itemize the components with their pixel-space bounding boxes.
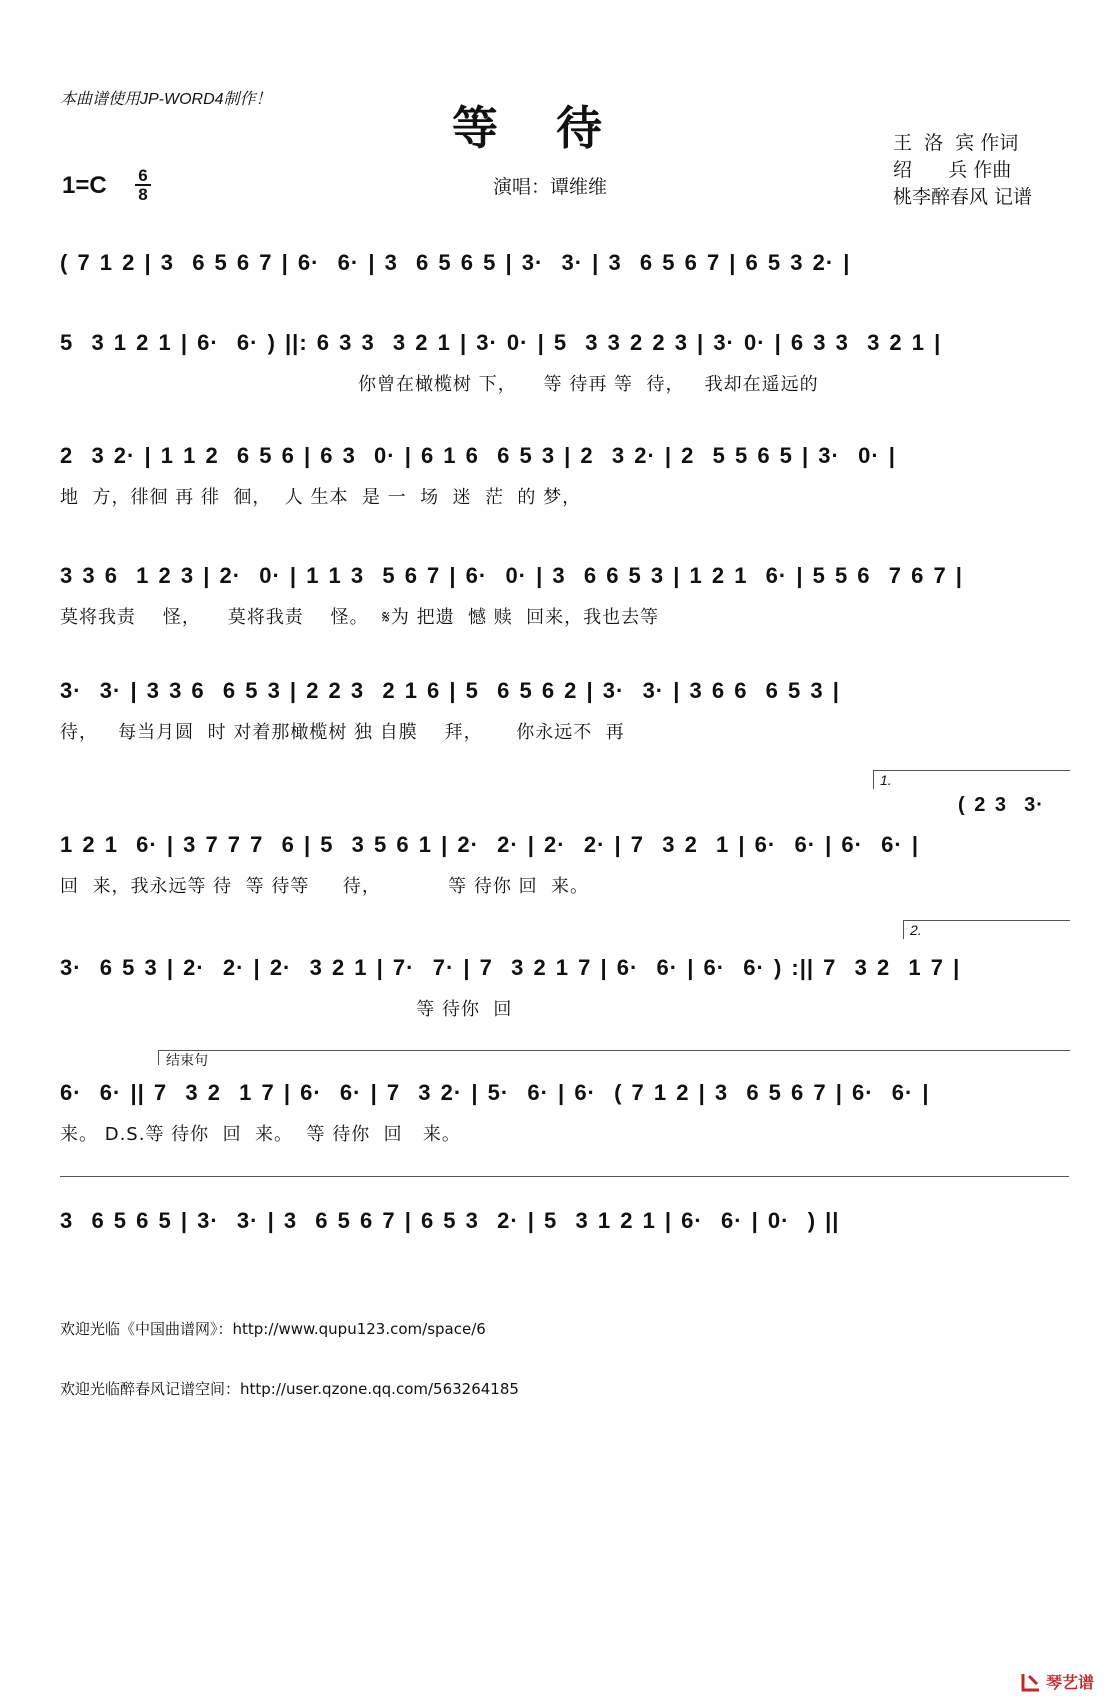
lyricist-credit: 王 洛 宾 作词 — [893, 132, 1019, 154]
score-row-3-lyrics: 地 方，徘徊 再 徘 徊， 人 生本 是 一 场 迷 茫 的 梦， — [60, 487, 582, 508]
volta-2-label: 2. — [910, 922, 922, 938]
final-row-line — [60, 1176, 1069, 1178]
song-title: 等待 — [452, 101, 660, 155]
ending-label: 结束句 — [166, 1052, 208, 1068]
score-row-5-notes: 3· 3· | 3 3 6 6 5 3 | 2 2 3 2 1 6 | 5 6 5 6 2 | 3· 3· | 3 6 6 6 5 3 | — [60, 678, 840, 703]
composer-credit: 绍 兵 作曲 — [893, 159, 1012, 181]
key-signature: 1=C — [62, 172, 107, 199]
score-row-8-notes: 6· 6· || 7 3 2 1 7 | 6· 6· | 7 3 2· | 5· 6· | 6· ( 7 1 2 | 3 6 5 6 7 | 6· 6· | — [60, 1080, 930, 1105]
time-signature — [133, 168, 153, 202]
footer-link-2[interactable]: 欢迎光临醉春风记谱空间：http://user.qzone.qq.com/563264185 — [60, 1380, 519, 1398]
time-signature-top: 6 — [138, 166, 148, 185]
volta-1-label: 1. — [880, 772, 892, 788]
score-row-7-notes: 3· 6 5 3 | 2· 2· | 2· 3 2 1 | 7· 7· | 7 3 2 1 7 | 6· 6· | 6· 6· ) :|| 7 3 2 1 7 | — [60, 955, 961, 980]
transcriber-credit: 桃李醉春风 记谱 — [893, 186, 1033, 208]
score-row-4-notes: 3 3 6 1 2 3 | 2· 0· | 1 1 3 5 6 7 | 6· 0· | 3 6 6 5 3 | 1 2 1 6· | 5 5 6 7 6 7 | — [60, 563, 963, 588]
score-row-2-notes: 5 3 1 2 1 | 6· 6· ) ||: 6 3 3 3 2 1 | 3· 0· | 5 3 3 2 2 3 | 3· 0· | 6 3 3 3 2 1 | — [60, 330, 942, 355]
credits — [893, 130, 1032, 211]
score-row-4-lyrics: 莫将我责 怪， 莫将我责 怪。 𝄋为 把遗 憾 赎 回来，我也去等 — [60, 607, 660, 628]
score-row-9-notes: 3 6 5 6 5 | 3· 3· | 3 6 5 6 7 | 6 5 3 2· | 5 3 1 2 1 | 6· 6· | 0· ) || — [60, 1208, 840, 1233]
qinyipu-logo-icon — [1020, 1671, 1042, 1693]
ending-bracket — [158, 1050, 1070, 1065]
score-row-2-lyrics: 你曾在橄榄树 下， 等 待再 等 待， 我却在遥远的 — [358, 374, 819, 395]
score-row-6-lyrics: 回 来，我永远等 待 等 待等 待， 等 待你 回 来。 — [60, 876, 590, 897]
score-row-8-lyrics: 来。 D.S.等 待你 回 来。 等 待你 回 来。 — [60, 1124, 461, 1145]
volta-1-extra-notes: ( 2 3 3· — [958, 794, 1044, 816]
score-row-1-notes: ( 7 1 2 | 3 6 5 6 7 | 6· 6· | 3 6 5 6 5 | 3· 3· | 3 6 5 6 7 | 6 5 3 2· | — [60, 250, 851, 275]
watermark-text: 琴艺谱 — [1046, 1673, 1095, 1692]
software-note: 本曲谱使用JP-WORD4制作！ — [60, 91, 272, 108]
score-row-5-lyrics: 待， 每当月圆 时 对着那橄榄树 独 自膜 拜， 你永远不 再 — [60, 722, 625, 743]
score-row-6-notes: 1 2 1 6· | 3 7 7 7 6 | 5 3 5 6 1 | 2· 2· | 2· 2· | 7 3 2 1 | 6· 6· | 6· 6· | — [60, 832, 920, 857]
singer: 演唱：谭维维 — [493, 176, 608, 198]
volta-2-bracket — [903, 920, 1070, 939]
watermark-logo — [1020, 1670, 1094, 1693]
score-row-7-lyrics: 等 待你 回 — [60, 999, 513, 1020]
score-row-3-notes: 2 3 2· | 1 1 2 6 5 6 | 6 3 0· | 6 1 6 6 5 3 | 2 3 2· | 2 5 5 6 5 | 3· 0· | — [60, 443, 896, 468]
volta-1-bracket — [873, 770, 1070, 789]
time-signature-bottom: 8 — [138, 185, 148, 204]
footer-link-1[interactable]: 欢迎光临《中国曲谱网》：http://www.qupu123.com/space/6 — [60, 1320, 486, 1338]
